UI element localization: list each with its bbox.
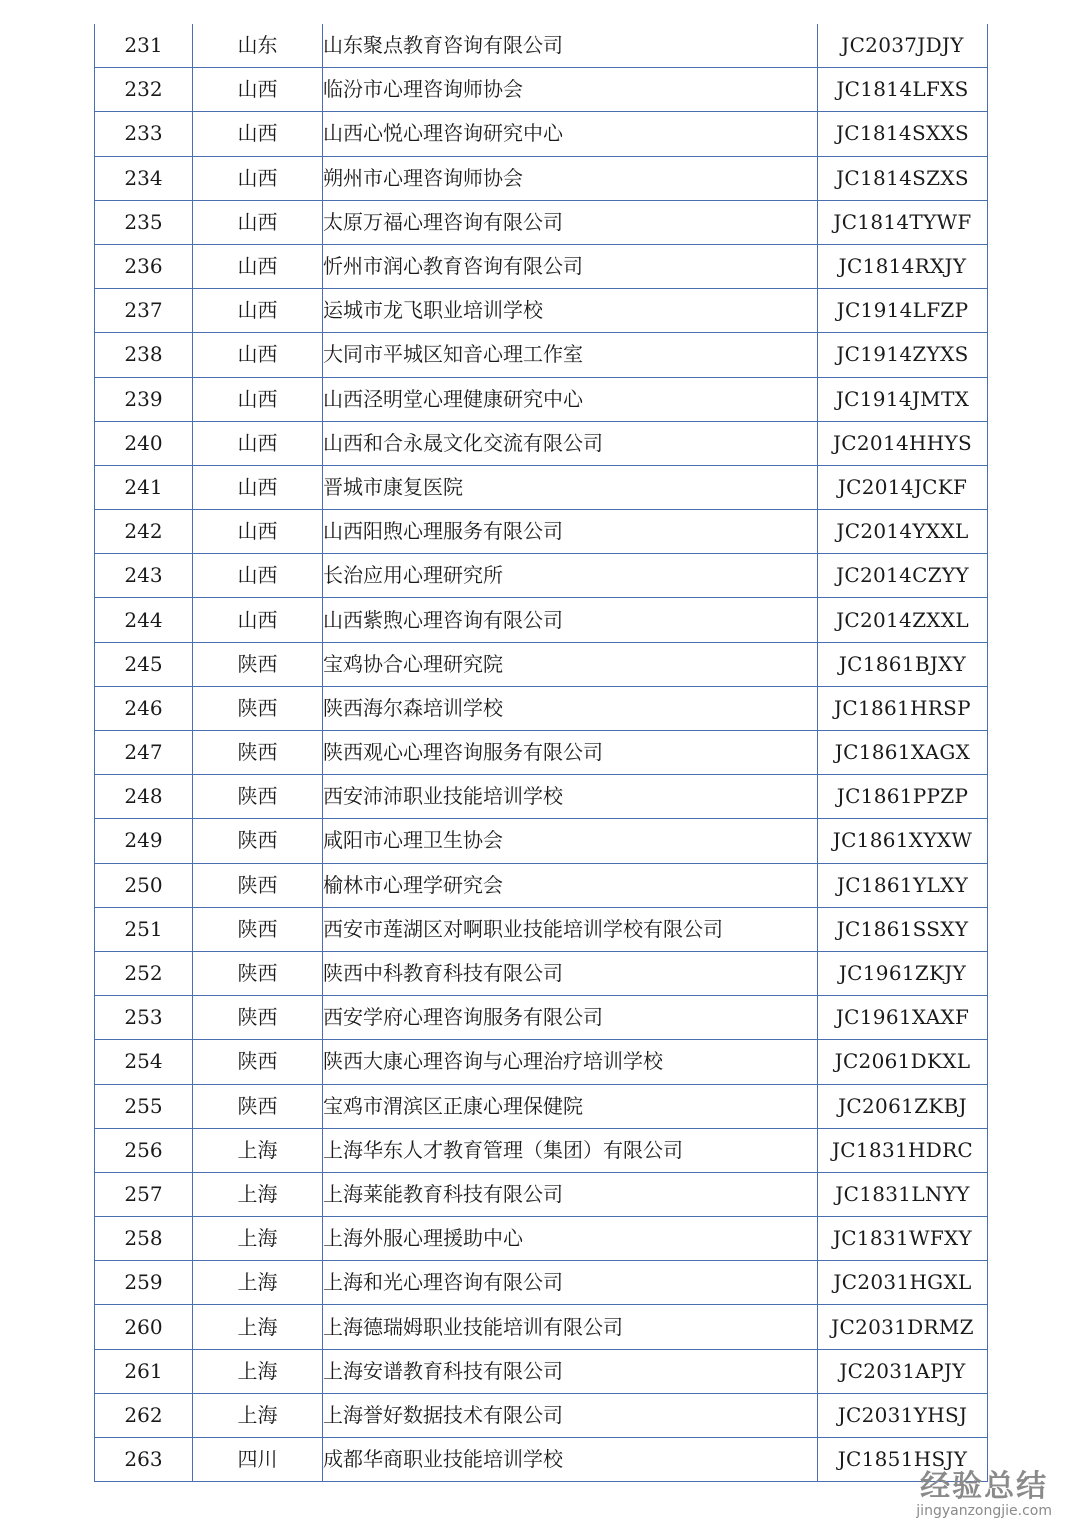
row-number-cell: 234: [95, 156, 193, 200]
province-cell: 上海: [193, 1305, 323, 1349]
organization-name-cell: 陕西海尔森培训学校: [323, 686, 818, 730]
row-number-cell: 233: [95, 112, 193, 156]
table-row: [95, 686, 988, 730]
row-number-cell: 238: [95, 333, 193, 377]
province-cell: 陕西: [193, 1084, 323, 1128]
table-row: [95, 112, 988, 156]
table-row: [95, 731, 988, 775]
province-cell: 陕西: [193, 863, 323, 907]
organization-name-cell: 西安沛沛职业技能培训学校: [323, 775, 818, 819]
organization-name-cell: 陕西中科教育科技有限公司: [323, 951, 818, 995]
row-number-cell: 246: [95, 686, 193, 730]
row-number-cell: 239: [95, 377, 193, 421]
registration-code-cell: JC1861HRSP: [818, 686, 988, 730]
row-number-cell: 236: [95, 244, 193, 288]
registration-code-cell: JC1861YLXY: [818, 863, 988, 907]
organization-name-cell: 山西紫煦心理咨询有限公司: [323, 598, 818, 642]
registration-code-cell: JC1961ZKJY: [818, 951, 988, 995]
registration-code-cell: JC1814SZXS: [818, 156, 988, 200]
row-number-cell: 243: [95, 554, 193, 598]
registration-code-cell: JC1861PPZP: [818, 775, 988, 819]
province-cell: 山西: [193, 68, 323, 112]
province-cell: 陕西: [193, 1040, 323, 1084]
row-number-cell: 235: [95, 200, 193, 244]
row-number-cell: 252: [95, 951, 193, 995]
table-row: [95, 775, 988, 819]
organization-name-cell: 上海华东人才教育管理（集团）有限公司: [323, 1128, 818, 1172]
organization-name-cell: 山东聚点教育咨询有限公司: [323, 24, 818, 68]
table-row: [95, 289, 988, 333]
organization-name-cell: 朔州市心理咨询师协会: [323, 156, 818, 200]
registration-code-cell: JC1851HSJY: [818, 1438, 988, 1482]
organization-name-cell: 上海莱能教育科技有限公司: [323, 1172, 818, 1216]
organization-name-cell: 榆林市心理学研究会: [323, 863, 818, 907]
province-cell: 山西: [193, 200, 323, 244]
registration-code-cell: JC2014ZXXL: [818, 598, 988, 642]
province-cell: 陕西: [193, 819, 323, 863]
province-cell: 上海: [193, 1217, 323, 1261]
organization-name-cell: 临汾市心理咨询师协会: [323, 68, 818, 112]
registration-code-cell: JC1814RXJY: [818, 244, 988, 288]
table-row: [95, 1438, 988, 1482]
registration-code-cell: JC1861XAGX: [818, 731, 988, 775]
province-cell: 上海: [193, 1172, 323, 1216]
registration-code-cell: JC2014CZYY: [818, 554, 988, 598]
table-row: [95, 465, 988, 509]
row-number-cell: 259: [95, 1261, 193, 1305]
row-number-cell: 255: [95, 1084, 193, 1128]
table-row: [95, 1349, 988, 1393]
organization-name-cell: 长治应用心理研究所: [323, 554, 818, 598]
registration-code-cell: JC2031APJY: [818, 1349, 988, 1393]
table-row: [95, 200, 988, 244]
registration-code-cell: JC2014YXXL: [818, 510, 988, 554]
row-number-cell: 241: [95, 465, 193, 509]
row-number-cell: 261: [95, 1349, 193, 1393]
registration-code-cell: JC2061ZKBJ: [818, 1084, 988, 1128]
registration-code-cell: JC1814TYWF: [818, 200, 988, 244]
row-number-cell: 247: [95, 731, 193, 775]
province-cell: 山西: [193, 112, 323, 156]
table-row: [95, 1128, 988, 1172]
province-cell: 山西: [193, 554, 323, 598]
row-number-cell: 257: [95, 1172, 193, 1216]
organization-name-cell: 山西泾明堂心理健康研究中心: [323, 377, 818, 421]
organization-name-cell: 宝鸡协合心理研究院: [323, 642, 818, 686]
registration-code-cell: JC1914JMTX: [818, 377, 988, 421]
table-row: [95, 156, 988, 200]
row-number-cell: 232: [95, 68, 193, 112]
table-row: [95, 1261, 988, 1305]
table-row: [95, 951, 988, 995]
organization-name-cell: 西安市莲湖区对啊职业技能培训学校有限公司: [323, 907, 818, 951]
organization-name-cell: 晋城市康复医院: [323, 465, 818, 509]
registration-code-cell: JC1861SSXY: [818, 907, 988, 951]
registration-code-cell: JC2031DRMZ: [818, 1305, 988, 1349]
row-number-cell: 231: [95, 24, 193, 68]
table-row: [95, 377, 988, 421]
organization-name-cell: 成都华商职业技能培训学校: [323, 1438, 818, 1482]
row-number-cell: 256: [95, 1128, 193, 1172]
row-number-cell: 251: [95, 907, 193, 951]
province-cell: 陕西: [193, 642, 323, 686]
table-row: [95, 598, 988, 642]
row-number-cell: 254: [95, 1040, 193, 1084]
registration-code-cell: JC1814SXXS: [818, 112, 988, 156]
organization-name-cell: 大同市平城区知音心理工作室: [323, 333, 818, 377]
row-number-cell: 250: [95, 863, 193, 907]
province-cell: 陕西: [193, 951, 323, 995]
row-number-cell: 262: [95, 1393, 193, 1437]
watermark-domain: jingyanzongjie.com: [916, 1503, 1052, 1519]
organization-name-cell: 西安学府心理咨询服务有限公司: [323, 996, 818, 1040]
registration-code-cell: JC2031HGXL: [818, 1261, 988, 1305]
watermark-logo-text: 经验总结: [920, 1469, 1049, 1504]
province-cell: 山西: [193, 421, 323, 465]
table-row: [95, 996, 988, 1040]
institution-table: [94, 24, 988, 1482]
registration-code-cell: JC2031YHSJ: [818, 1393, 988, 1437]
registration-code-cell: JC1831WFXY: [818, 1217, 988, 1261]
registration-code-cell: JC1831LNYY: [818, 1172, 988, 1216]
province-cell: 陕西: [193, 731, 323, 775]
table-row: [95, 24, 988, 68]
table-row: [95, 1084, 988, 1128]
registration-code-cell: JC1831HDRC: [818, 1128, 988, 1172]
registration-code-cell: JC1861BJXY: [818, 642, 988, 686]
province-cell: 上海: [193, 1393, 323, 1437]
organization-name-cell: 山西阳煦心理服务有限公司: [323, 510, 818, 554]
organization-name-cell: 上海外服心理援助中心: [323, 1217, 818, 1261]
province-cell: 四川: [193, 1438, 323, 1482]
table-row: [95, 1305, 988, 1349]
table-row: [95, 510, 988, 554]
province-cell: 山西: [193, 510, 323, 554]
table-row: [95, 68, 988, 112]
row-number-cell: 244: [95, 598, 193, 642]
row-number-cell: 245: [95, 642, 193, 686]
organization-name-cell: 上海誉好数据技术有限公司: [323, 1393, 818, 1437]
row-number-cell: 258: [95, 1217, 193, 1261]
table-row: [95, 1393, 988, 1437]
province-cell: 上海: [193, 1128, 323, 1172]
row-number-cell: 249: [95, 819, 193, 863]
registration-code-cell: JC1961XAXF: [818, 996, 988, 1040]
registration-code-cell: JC2014JCKF: [818, 465, 988, 509]
row-number-cell: 260: [95, 1305, 193, 1349]
organization-name-cell: 山西和合永晟文化交流有限公司: [323, 421, 818, 465]
table-row: [95, 554, 988, 598]
registration-code-cell: JC1914LFZP: [818, 289, 988, 333]
table-row: [95, 421, 988, 465]
registration-code-cell: JC2061DKXL: [818, 1040, 988, 1084]
table-row: [95, 642, 988, 686]
province-cell: 陕西: [193, 996, 323, 1040]
row-number-cell: 263: [95, 1438, 193, 1482]
province-cell: 上海: [193, 1349, 323, 1393]
table-row: [95, 1040, 988, 1084]
organization-name-cell: 上海和光心理咨询有限公司: [323, 1261, 818, 1305]
table-body: [95, 24, 988, 1482]
province-cell: 山西: [193, 465, 323, 509]
province-cell: 上海: [193, 1261, 323, 1305]
table-row: [95, 863, 988, 907]
province-cell: 陕西: [193, 686, 323, 730]
province-cell: 山西: [193, 156, 323, 200]
table-row: [95, 1172, 988, 1216]
province-cell: 山东: [193, 24, 323, 68]
table-row: [95, 819, 988, 863]
organization-name-cell: 运城市龙飞职业培训学校: [323, 289, 818, 333]
registration-code-cell: JC1814LFXS: [818, 68, 988, 112]
row-number-cell: 237: [95, 289, 193, 333]
table-row: [95, 244, 988, 288]
province-cell: 山西: [193, 289, 323, 333]
site-watermark: [916, 1471, 1052, 1519]
organization-name-cell: 咸阳市心理卫生协会: [323, 819, 818, 863]
table-row: [95, 333, 988, 377]
province-cell: 山西: [193, 377, 323, 421]
organization-name-cell: 上海德瑞姆职业技能培训有限公司: [323, 1305, 818, 1349]
row-number-cell: 248: [95, 775, 193, 819]
organization-name-cell: 太原万福心理咨询有限公司: [323, 200, 818, 244]
registration-code-cell: JC1861XYXW: [818, 819, 988, 863]
province-cell: 山西: [193, 333, 323, 377]
row-number-cell: 253: [95, 996, 193, 1040]
province-cell: 陕西: [193, 775, 323, 819]
table-row: [95, 1217, 988, 1261]
registration-code-cell: JC1914ZYXS: [818, 333, 988, 377]
row-number-cell: 242: [95, 510, 193, 554]
organization-name-cell: 宝鸡市渭滨区正康心理保健院: [323, 1084, 818, 1128]
organization-name-cell: 山西心悦心理咨询研究中心: [323, 112, 818, 156]
organization-name-cell: 上海安谱教育科技有限公司: [323, 1349, 818, 1393]
table-row: [95, 907, 988, 951]
province-cell: 山西: [193, 244, 323, 288]
organization-name-cell: 忻州市润心教育咨询有限公司: [323, 244, 818, 288]
organization-name-cell: 陕西大康心理咨询与心理治疗培训学校: [323, 1040, 818, 1084]
province-cell: 陕西: [193, 907, 323, 951]
registration-code-cell: JC2014HHYS: [818, 421, 988, 465]
organization-name-cell: 陕西观心心理咨询服务有限公司: [323, 731, 818, 775]
registration-code-cell: JC2037JDJY: [818, 24, 988, 68]
province-cell: 山西: [193, 598, 323, 642]
row-number-cell: 240: [95, 421, 193, 465]
